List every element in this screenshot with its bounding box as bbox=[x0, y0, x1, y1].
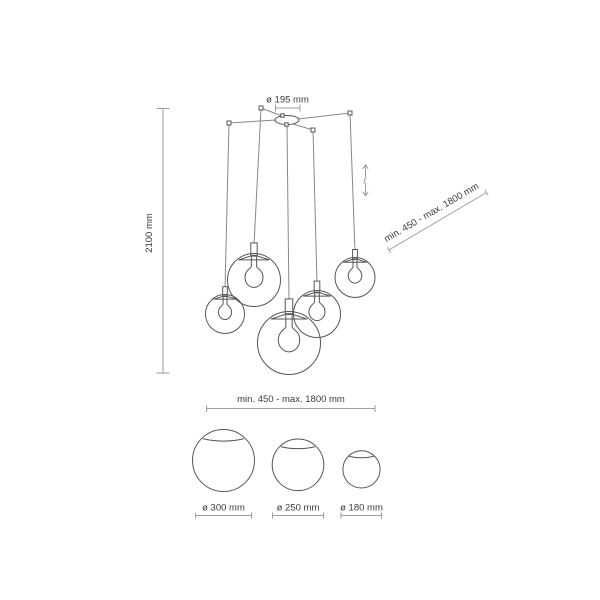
cord-segment bbox=[293, 124, 313, 130]
shade-outline bbox=[193, 430, 255, 492]
holder-cap bbox=[271, 315, 308, 319]
shade-reference bbox=[193, 430, 255, 492]
light-bulb bbox=[278, 315, 299, 352]
holder-cap bbox=[239, 256, 270, 260]
cord-length-label: min. 450 - max. 1800 mm bbox=[382, 180, 481, 245]
shade-size-dimensions bbox=[196, 503, 383, 519]
shade-cap-line bbox=[281, 447, 315, 449]
cord-segment bbox=[229, 120, 276, 123]
shade-reference bbox=[343, 451, 380, 488]
globe-outline bbox=[258, 312, 321, 375]
break-squiggle bbox=[363, 178, 366, 183]
cord-junction bbox=[227, 121, 231, 125]
cord-drop bbox=[350, 113, 355, 252]
canopy-diameter-label: ø 195 mm bbox=[266, 94, 309, 106]
shade-cap-line bbox=[349, 456, 374, 457]
cord-drop bbox=[225, 123, 229, 289]
shade-size-circles bbox=[193, 430, 381, 492]
shade-reference bbox=[272, 439, 324, 491]
cord-segment bbox=[298, 113, 350, 119]
canopy-connector bbox=[281, 114, 284, 117]
cord-junction bbox=[259, 106, 263, 110]
canopy-diameter-dimension bbox=[266, 95, 309, 112]
light-bulb bbox=[309, 293, 325, 320]
total-height-label: 2100 mm bbox=[144, 213, 155, 253]
shade-outline bbox=[343, 451, 380, 488]
canopy-connector bbox=[285, 123, 288, 126]
cord-drop bbox=[254, 108, 261, 245]
light-bulb bbox=[245, 257, 263, 288]
light-bulb bbox=[348, 260, 362, 283]
spread-range-label: min. 450 - max. 1800 mm bbox=[237, 394, 345, 405]
height-dimension bbox=[144, 109, 170, 374]
shade-large-label: ø 300 mm bbox=[202, 502, 245, 514]
cord-length-dimension bbox=[382, 181, 488, 253]
glass-globe bbox=[206, 287, 245, 334]
cord-junction bbox=[311, 128, 315, 132]
holder-cap bbox=[343, 260, 366, 263]
light-bulb bbox=[218, 297, 231, 320]
shade-medium-label: ø 250 mm bbox=[276, 502, 320, 514]
shade-outline bbox=[272, 439, 324, 491]
globe-outline bbox=[228, 254, 281, 307]
shade-small-label: ø 180 mm bbox=[340, 502, 383, 514]
holder-cap bbox=[303, 293, 330, 296]
pendant-fixture bbox=[206, 106, 376, 375]
cord-drop bbox=[313, 130, 317, 283]
cord-drop bbox=[287, 126, 289, 301]
height-adjust-arrow bbox=[363, 165, 368, 196]
spread-dimension bbox=[207, 394, 376, 412]
cord-segment bbox=[261, 108, 282, 116]
glass-globe bbox=[335, 250, 375, 298]
globe-outline bbox=[335, 258, 375, 298]
globe-outline bbox=[206, 295, 245, 334]
cord-junction bbox=[348, 111, 352, 115]
shade-cap-line bbox=[203, 439, 244, 441]
